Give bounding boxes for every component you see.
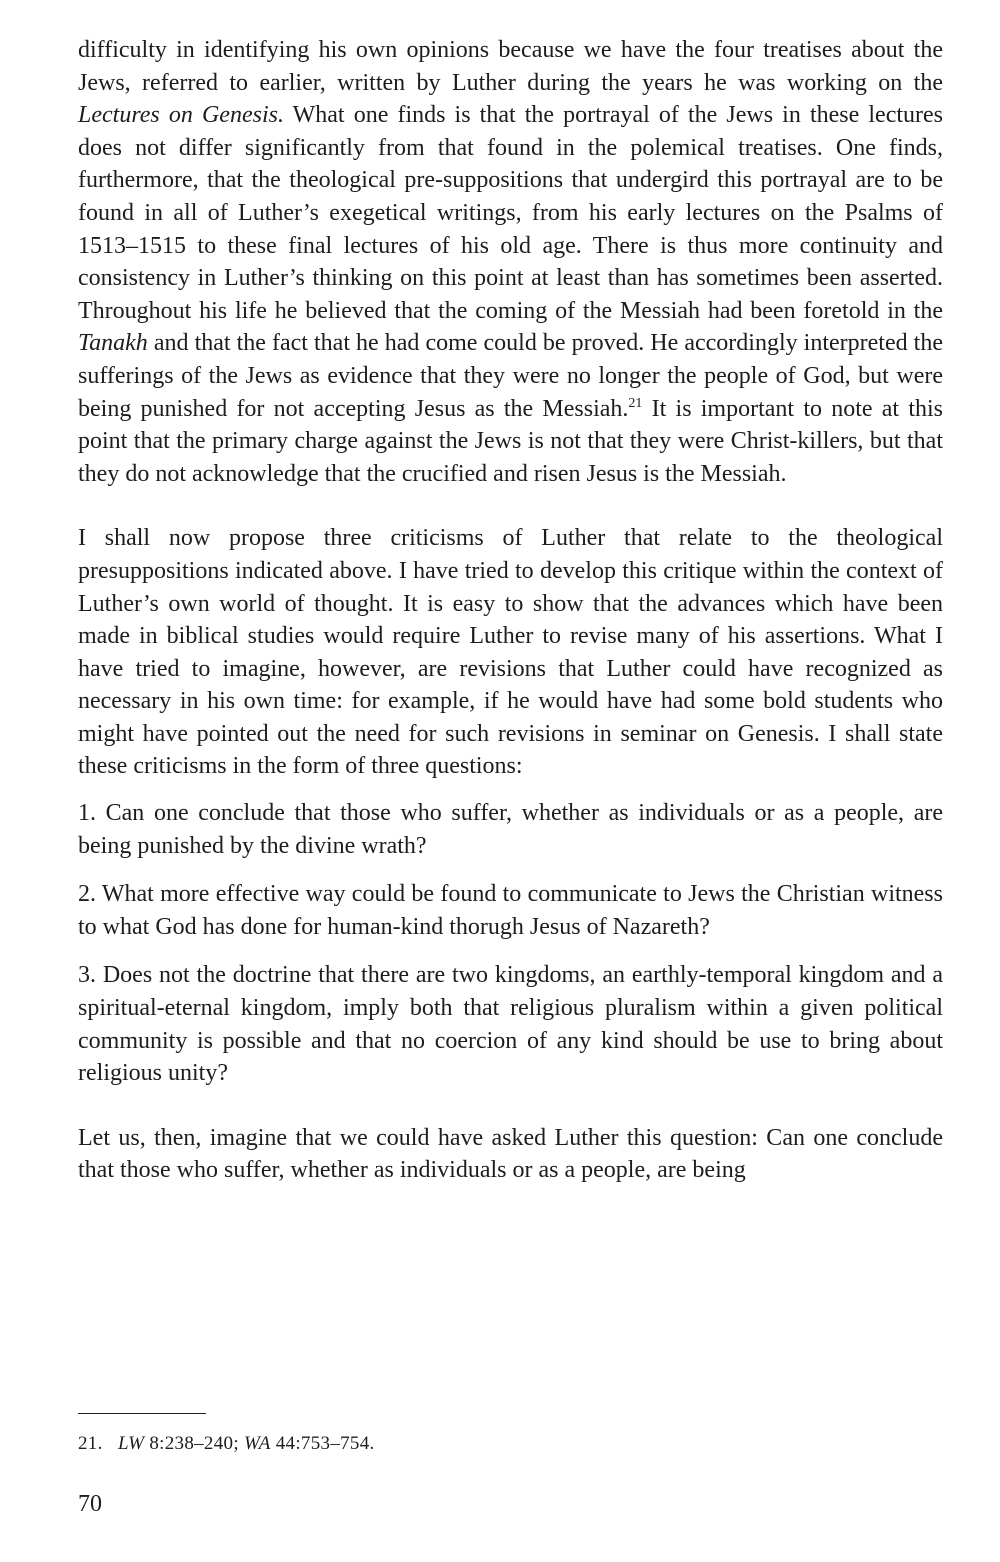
footnote-divider: [78, 1413, 206, 1414]
term-tanakh: Tanakh: [78, 330, 148, 357]
footnote-ref-2: 44:753–754.: [270, 1433, 375, 1454]
page-body: [78, 34, 943, 1187]
page-number: 70: [78, 1491, 102, 1517]
paragraph-1-text-b: What one finds is that the portrayal of the Jews in these lectures does not differ significantly from that found in the polemical treatises. One finds, furthermore, that the theological pre-suppositions that undergird this portrayal are to be found in all of Luther’s exegetical writings, from his early lectures on the Psalms of 1513–1515 to these final lectures of his old age. There is thus more continuity and consistency in Luther’s thinking on this point at least than has sometimes been asserted. Throughout his life he believed that the coming of the Messiah had been foretold in the: [78, 102, 943, 324]
paragraph-1-text-a: difficulty in identifying his own opinions because we have the four treatises about the Jews, referred to earlier, written by Luther during the years he was working on the: [78, 37, 943, 96]
footnote-reference: 21: [628, 395, 643, 411]
paragraph-1-text-d: It is important to note at this point that the primary charge against the Jews is not that they were Christ-killers, but that they do not acknowledge that the crucified and risen Jesus is the Messiah.: [78, 395, 943, 487]
book-title-lectures-on-genesis: Lectures on Genesis.: [78, 102, 284, 129]
paragraph-1-text-c: and that the fact that he had come could be proved. He accordingly interpreted the sufferings of the Jews as evidence that they were no longer the people of God, but were being punished for not accepting Jesus as the Messiah.: [78, 330, 943, 422]
body-paragraph-1: [78, 34, 943, 490]
question-3: 3. Does not the doctrine that there are two kingdoms, an earthly-temporal kingdom and a spiritual-eternal kingdom, imply both that religious pluralism within a given political community is possible and that no coercion of any kind should be use to bring about religious unity?: [78, 962, 943, 1087]
body-paragraph-2: I shall now propose three criticisms of Luther that relate to the theological presuppositions indicated above. I have tried to develop this critique within the context of Luther’s own world of thought. It is easy to show that the advances which have been made in biblical studies would require Luther to revise many of his assertions. What I have tried to imagine, however, are revisions that Luther could have recognized as necessary in his own time: for example, if he would have had some bold students who might have pointed out the need for such revisions in seminar on Genesis. I shall state these criticisms in the form of three questions:: [78, 525, 943, 780]
footnote-source-lw: LW: [118, 1433, 145, 1454]
footnote-source-wa: WA: [243, 1433, 271, 1454]
footnote-number: 21.: [78, 1433, 103, 1454]
body-paragraph-3: Let us, then, imagine that we could have asked Luther this question: Can one conclude that those who suffer, whether as individuals or as a people, are being: [78, 1124, 943, 1184]
question-2: 2. What more effective way could be found to communicate to Jews the Christian witness to what God has done for human-kind thorugh Jesus of Nazareth?: [78, 881, 943, 940]
footnote-ref-1: 8:238–240;: [144, 1433, 244, 1454]
footnote-21: [78, 1432, 375, 1456]
question-1: 1. Can one conclude that those who suffer, whether as individuals or as a people, are being punished by the divine wrath?: [78, 800, 943, 859]
